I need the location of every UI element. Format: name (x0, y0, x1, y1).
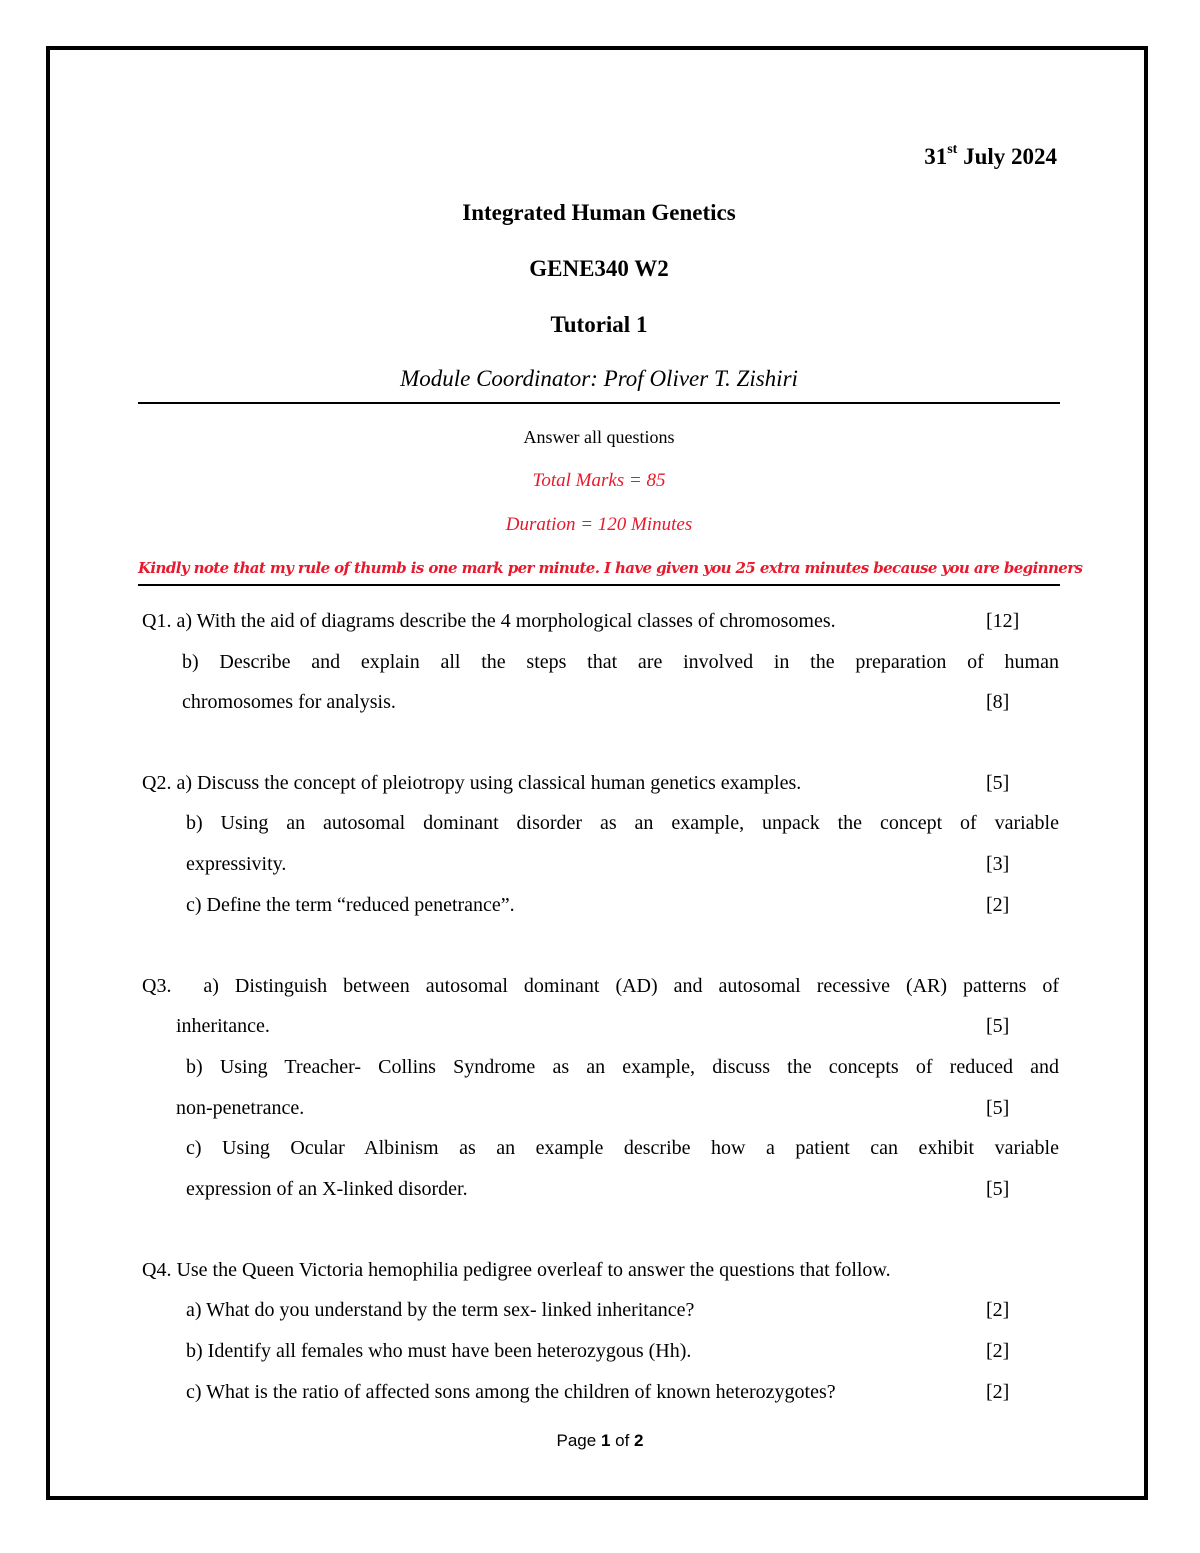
q3a-text-line1: Q3. a) Distinguish between autosomal dominant (AD) and autosomal recessive (AR) patterns of (142, 975, 1059, 997)
q4c-marks: [2] (986, 1381, 1010, 1403)
page-number: Page 1 of 2 (556, 1431, 644, 1450)
header-divider (138, 402, 1060, 404)
q1b-text-line2: chromosomes for analysis. (182, 691, 396, 713)
q2b-marks: [3] (986, 853, 1010, 875)
q4b-marks: [2] (986, 1340, 1010, 1362)
q3c-marks: [5] (986, 1178, 1010, 1200)
q3a-marks: [5] (986, 1015, 1010, 1037)
q3c-text-line2: expression of an X-linked disorder. (186, 1178, 468, 1200)
q4a-text: a) What do you understand by the term sex- linked inheritance? (186, 1299, 695, 1321)
q3a-text-line2: inheritance. (176, 1015, 270, 1037)
q3b-marks: [5] (986, 1097, 1010, 1119)
q3c-text-line1: c) Using Ocular Albinism as an example describe how a patient can exhibit variable (186, 1137, 1059, 1159)
q2c-marks: [2] (986, 894, 1010, 916)
module-code: GENE340 W2 (529, 256, 669, 281)
tutorial-title: Tutorial 1 (550, 312, 648, 337)
q2c-text: c) Define the term “reduced penetrance”. (186, 894, 515, 916)
document-date: 31st July 2024 (924, 142, 1057, 169)
q1b-marks: [8] (986, 691, 1010, 713)
instruction-note: Kindly note that my rule of thumb is one mark per minute. I have given you 25 extra minutes because you are beginners (138, 559, 1083, 577)
q2a-text: Q2. a) Discuss the concept of pleiotropy using classical human genetics examples. (142, 772, 802, 794)
q1a-marks: [12] (986, 610, 1020, 632)
q1a-text: Q1. a) With the aid of diagrams describe the 4 morphological classes of chromosomes. (142, 610, 836, 632)
duration: Duration = 120 Minutes (505, 514, 693, 535)
total-marks: Total Marks = 85 (532, 470, 666, 491)
q4a-marks: [2] (986, 1299, 1010, 1321)
instructions-divider (138, 584, 1060, 586)
q1b-text-line1: b) Describe and explain all the steps that are involved in the preparation of human (182, 651, 1059, 673)
q2b-text-line1: b) Using an autosomal dominant disorder as an example, unpack the concept of variable (186, 812, 1059, 834)
q3b-text-line2: non-penetrance. (176, 1097, 305, 1119)
q4c-text: c) What is the ratio of affected sons among the children of known heterozygotes? (186, 1381, 836, 1403)
q4b-text: b) Identify all females who must have been heterozygous (Hh). (186, 1340, 692, 1362)
q2b-text-line2: expressivity. (186, 853, 287, 875)
q3b-text-line1: b) Using Treacher- Collins Syndrome as an example, discuss the concepts of reduced and (186, 1056, 1059, 1078)
module-coordinator: Module Coordinator: Prof Oliver T. Zishiri (400, 366, 798, 391)
q4-intro: Q4. Use the Queen Victoria hemophilia pedigree overleaf to answer the questions that follow. (142, 1259, 891, 1281)
answer-instruction: Answer all questions (523, 427, 675, 447)
q2a-marks: [5] (986, 772, 1010, 794)
module-title: Integrated Human Genetics (462, 200, 736, 225)
